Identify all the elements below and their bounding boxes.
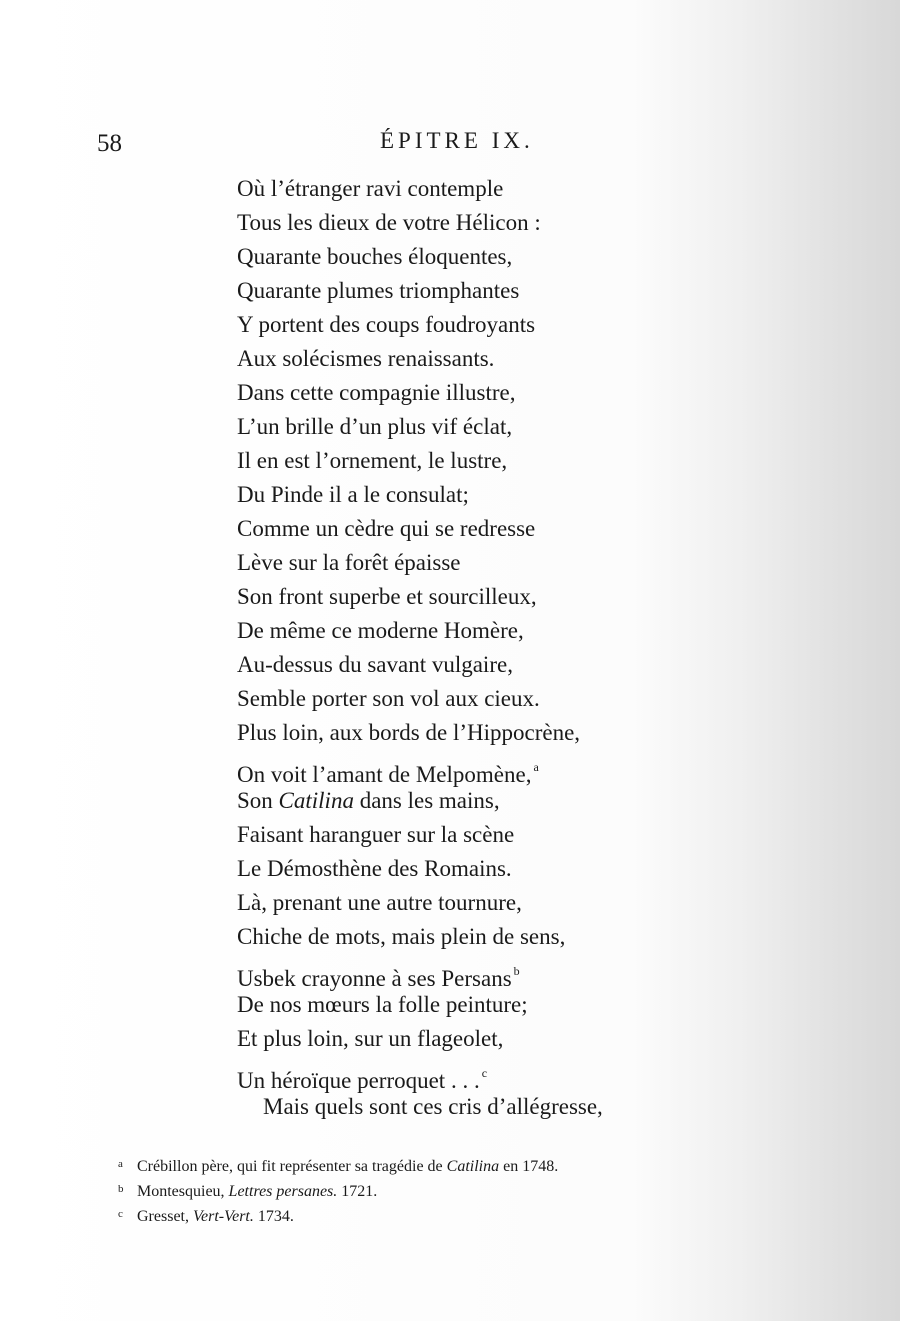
footnote-text: Gresset, (137, 1208, 193, 1225)
verse-line: De même ce moderne Homère, (237, 618, 524, 643)
verse-line: Comme un cèdre qui se redresse (237, 516, 536, 541)
footnote (118, 1153, 558, 1178)
verse-line: Et plus loin, sur un flageolet, (237, 1026, 504, 1051)
verse-text: Usbek crayonne à ses Persans (237, 966, 512, 991)
footnote-ref-a: a (533, 760, 539, 774)
verse-line: Du Pinde il a le consulat; (237, 482, 469, 507)
footnotes (118, 1153, 558, 1228)
poem (237, 172, 603, 1124)
verse-line: Dans cette compagnie illustre, (237, 380, 516, 405)
footnote-italic: Catilina (446, 1158, 500, 1175)
verse-line (237, 1056, 603, 1093)
verse-line: De nos mœurs la folle peinture; (237, 992, 528, 1017)
verse-line: Quarante bouches éloquentes, (237, 244, 513, 269)
verse-line (237, 954, 603, 991)
italic-title: Catilina (278, 788, 354, 813)
verse-line: Mais quels sont ces cris d’allégresse, (263, 1094, 603, 1119)
verse-line: Plus loin, aux bords de l’Hippocrène, (237, 720, 581, 745)
verse-text: dans les mains, (359, 788, 500, 813)
footnote-text: Crébillon père, qui fit représenter sa tragédie de (137, 1158, 447, 1175)
footnote-ref-c: c (481, 1066, 488, 1080)
verse-line: Lève sur la forêt épaisse (237, 550, 461, 575)
footnote (118, 1203, 558, 1228)
verse-line: Où l’étranger ravi contemple (237, 176, 504, 201)
verse-text: Un héroïque perroquet . . . (237, 1068, 480, 1093)
footnote (118, 1178, 558, 1203)
verse-line: Semble porter son vol aux cieux. (237, 686, 540, 711)
verse-text: On voit l’amant de Melpomène, (237, 762, 532, 787)
verse-line: Chiche de mots, mais plein de sens, (237, 924, 566, 949)
footnote-mark: b (118, 1183, 124, 1195)
footnote-text: en 1748. (499, 1158, 559, 1175)
verse-line: Aux solécismes renaissants. (237, 346, 495, 371)
verse-line: Y portent des coups foudroyants (237, 312, 536, 337)
footnote-text: 1734. (253, 1208, 294, 1225)
verse-line: Au-dessus du savant vulgaire, (237, 652, 513, 677)
footnote-mark: a (118, 1158, 123, 1170)
footnote-ref-b: b (513, 964, 520, 978)
verse-line (237, 750, 603, 787)
verse-line: Il en est l’ornement, le lustre, (237, 448, 508, 473)
verse-line: Tous les dieux de votre Hélicon : (237, 210, 541, 235)
verse-line (237, 784, 603, 818)
footnote-italic: Vert-Vert. (192, 1208, 254, 1225)
verse-line: Faisant haranguer sur la scène (237, 822, 515, 847)
verse-line: Son front superbe et sourcilleux, (237, 584, 537, 609)
page-number: 58 (97, 130, 122, 157)
footnote-italic: Lettres persanes. (228, 1183, 338, 1200)
footnote-text: Montesquieu, (137, 1183, 229, 1200)
verse-line: Le Démosthène des Romains. (237, 856, 512, 881)
verse-line: Là, prenant une autre tournure, (237, 890, 522, 915)
footnote-mark: c (118, 1208, 123, 1220)
verse-line: L’un brille d’un plus vif éclat, (237, 414, 513, 439)
verse-text: Son (237, 788, 273, 813)
running-head: ÉPITRE IX. (380, 128, 534, 153)
footnote-text: 1721. (337, 1183, 378, 1200)
verse-line: Quarante plumes triomphantes (237, 278, 520, 303)
